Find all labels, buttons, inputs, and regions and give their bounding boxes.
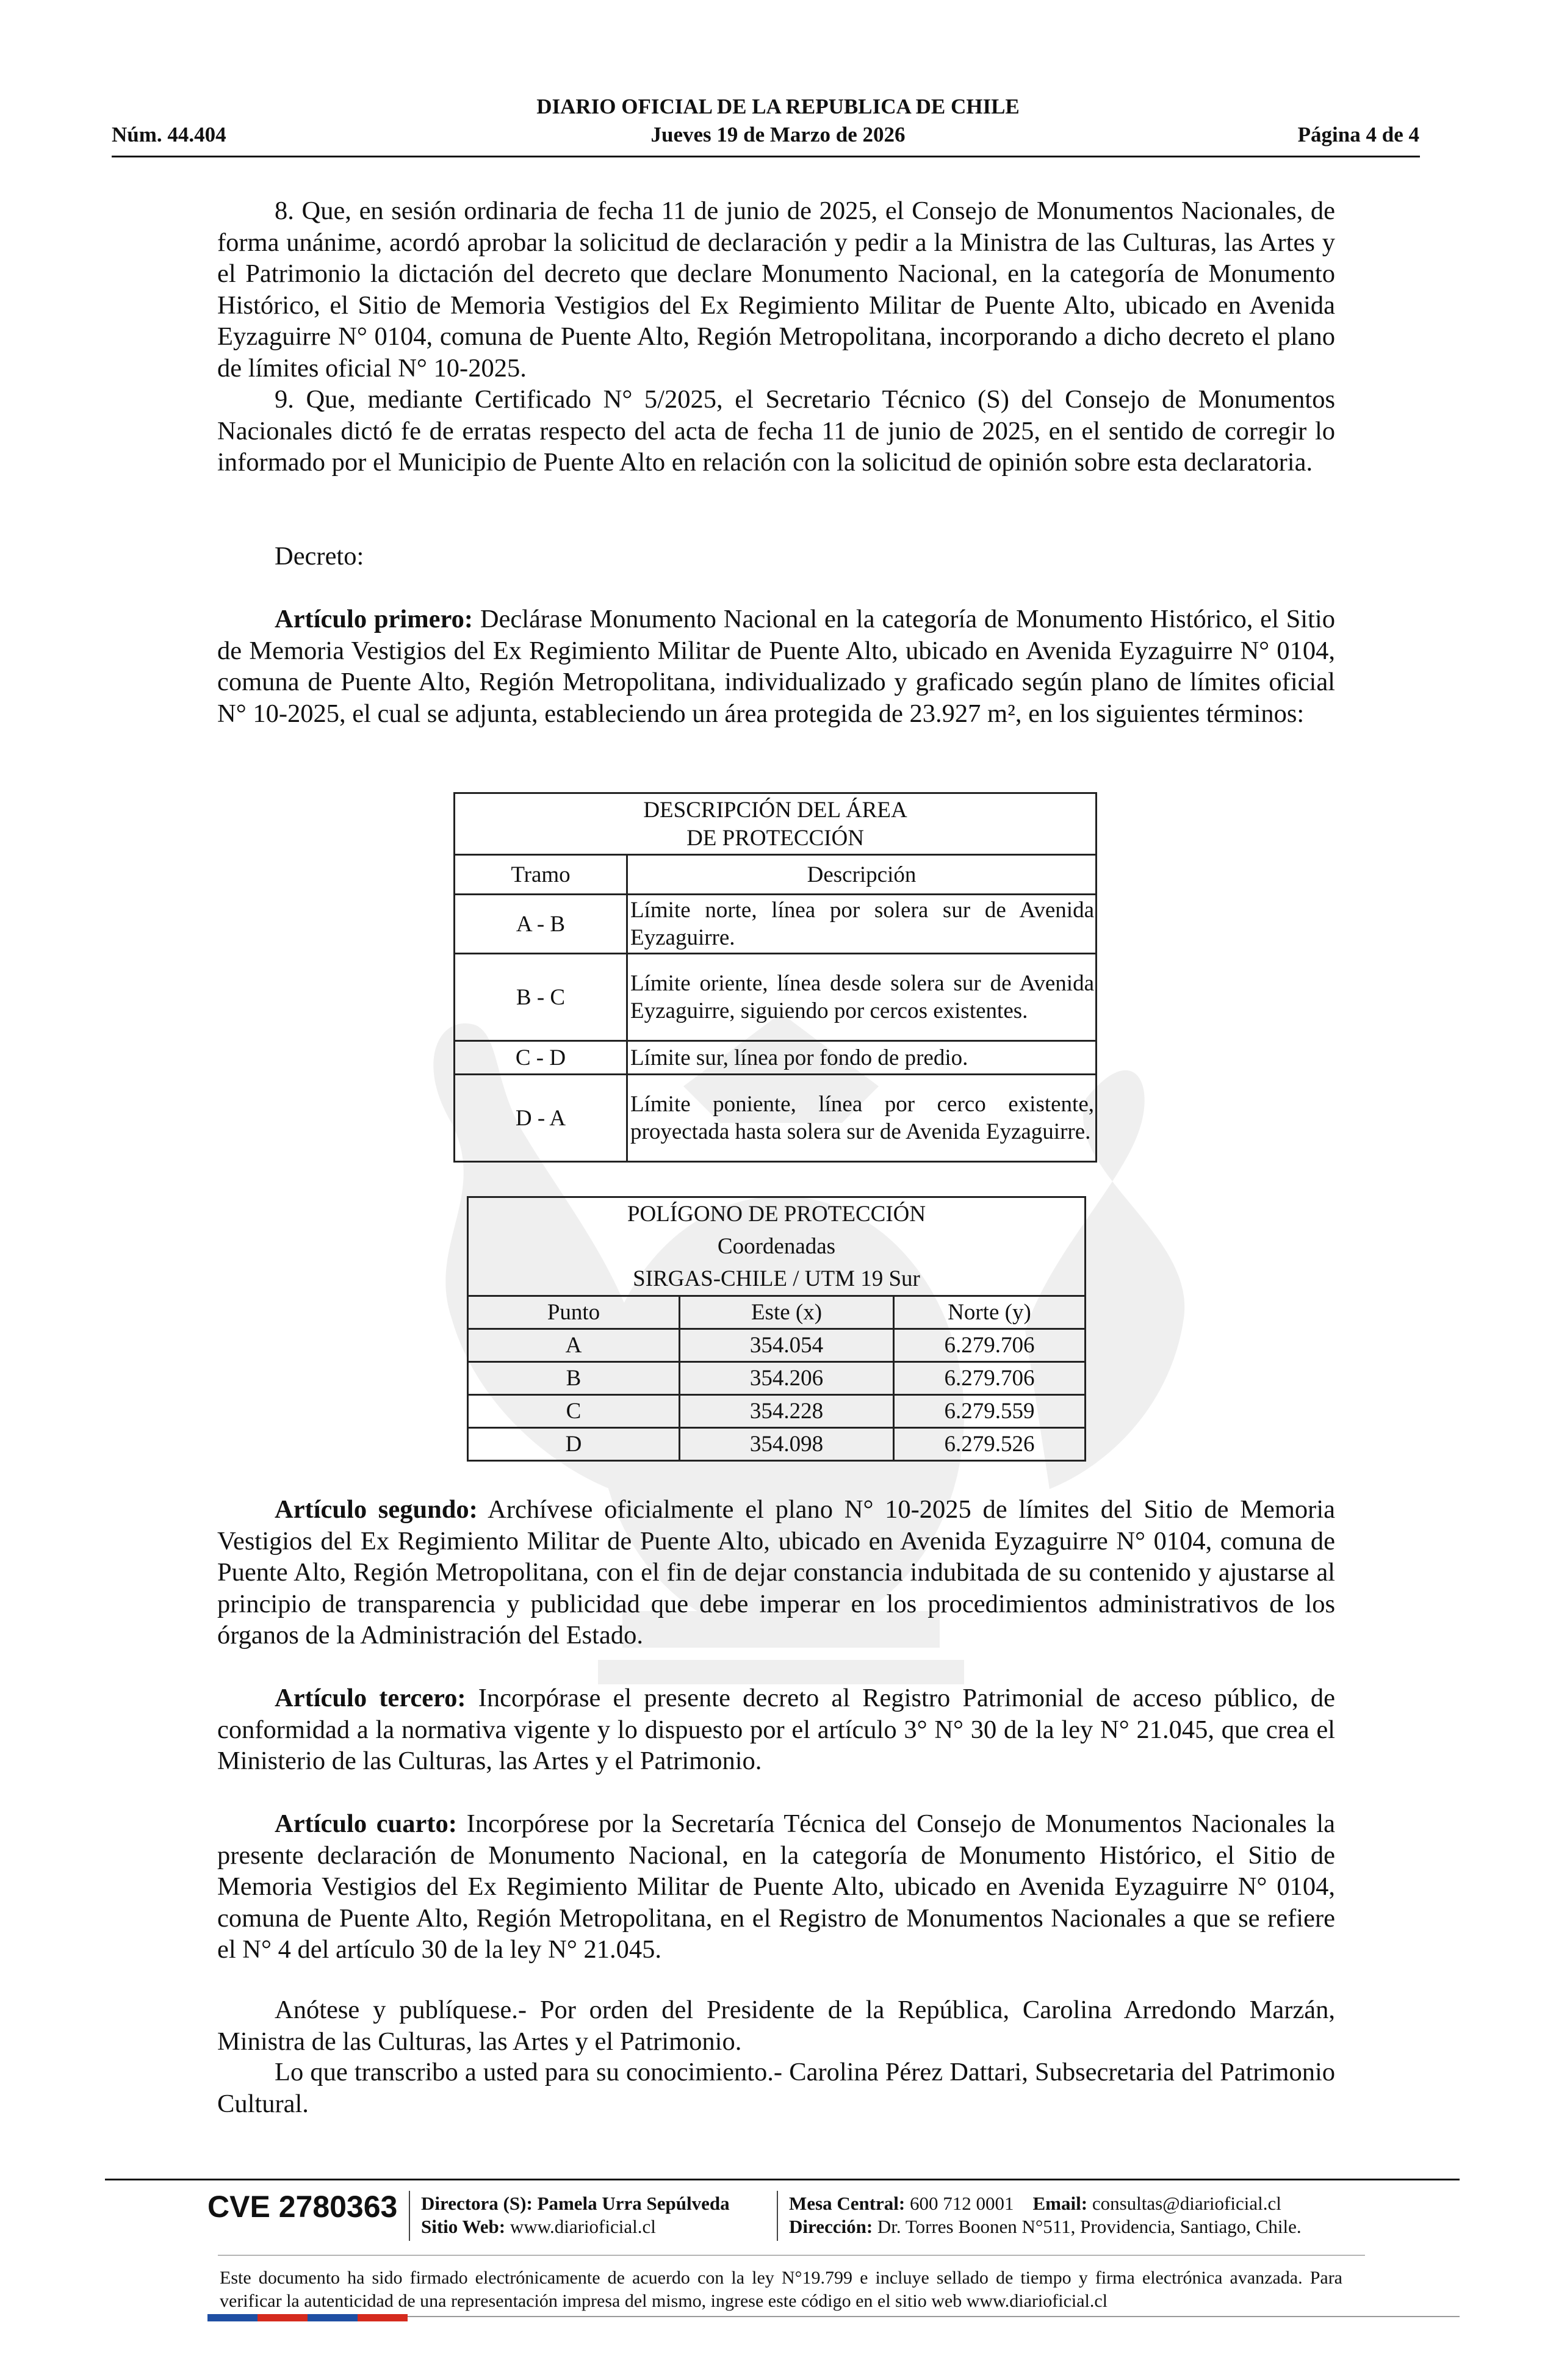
mesa-value: 600 712 0001: [905, 2193, 1014, 2214]
flag-stripe-blue: [207, 2314, 258, 2321]
flag-stripe-blue: [308, 2314, 358, 2321]
norte-cell: 6.279.559: [894, 1395, 1086, 1428]
closing-paragraph-1: Anótese y publíquese.- Por orden del Presidente de la República, Carolina Arredondo Marzán, Ministra de las Culturas, las Artes y el Patrimonio.: [217, 1996, 1335, 2056]
page-indicator: Página 4 de 4: [1297, 123, 1419, 146]
area-table-header-descripcion: Descripción: [627, 855, 1097, 895]
punto-cell: A: [468, 1329, 680, 1362]
area-table-caption-line1: DESCRIPCIÓN DEL ÁREA: [643, 798, 907, 823]
articulo-cuarto: [217, 1808, 1335, 1966]
punto-cell: B: [468, 1362, 680, 1395]
footer-separator: [777, 2191, 778, 2241]
poly-table-header-este: Este (x): [680, 1296, 894, 1329]
table-row: [455, 954, 1097, 1041]
descripcion-cell: Límite oriente, línea desde solera sur de Avenida Eyzaguirre, siguiendo por cercos existentes.: [627, 954, 1097, 1041]
email-link[interactable]: consultas@diarioficial.cl: [1087, 2193, 1281, 2214]
articulo-cuarto-label: Artículo cuarto:: [275, 1809, 457, 1838]
website-line: [421, 2215, 656, 2238]
poly-table-caption-line3: SIRGAS-CHILE / UTM 19 Sur: [633, 1266, 920, 1291]
area-table-header-tramo: Tramo: [455, 855, 627, 895]
paragraph-8: 8. Que, en sesión ordinaria de fecha 11 de junio de 2025, el Consejo de Monumentos Nacionales, de forma unánime, acordó aprobar la solicitud de declaración y pedir a la Ministra de las Culturas, las Artes y el Patrimonio la dictación del decreto que declare Monumento Nacional, en la categoría de Monumento Histórico, el Sitio de Memoria Vestigios del Ex Regimiento Militar de Puente Alto, ubicado en Avenida Eyzaguirre N° 0104, comuna de Puente Alto, Región Metropolitana, incorporando a dicho decreto el plano de límites oficial N° 10-2025.: [217, 197, 1335, 383]
address-value: Dr. Torres Boonen N°511, Providencia, Santiago, Chile.: [873, 2216, 1302, 2237]
polygon-coordinates-table: [467, 1196, 1086, 1462]
norte-cell: 6.279.706: [894, 1362, 1086, 1395]
articulo-segundo-text: Archívese oficialmente el plano N° 10-2025 de límites del Sitio de Memoria Vestigios del Ex Regimiento Militar de Puente Alto, ubicado en Avenida Eyzaguirre N° 0104, comuna de Puente Alto, Región Metropolitana, con el fin de dejar constancia indubitada de su contenido y ajustarse al principio de transparencia y publicidad que debe imperar en los procedimientos administrativos de los órganos de la Administración del Estado.: [217, 1495, 1336, 1650]
este-cell: 354.098: [680, 1428, 894, 1461]
este-cell: 354.206: [680, 1362, 894, 1395]
table-row: [468, 1395, 1086, 1428]
director-name: Pamela Urra Sepúlveda: [532, 2193, 730, 2214]
table-row: [468, 1362, 1086, 1395]
descripcion-cell: Límite poniente, línea por cerco existente, proyectada hasta solera sur de Avenida Eyzaguirre.: [627, 1075, 1097, 1162]
contact-line: [789, 2192, 1281, 2215]
website-link[interactable]: www.diarioficial.cl: [505, 2216, 656, 2237]
norte-cell: 6.279.706: [894, 1329, 1086, 1362]
address-line: [789, 2215, 1302, 2238]
header-rule: [112, 156, 1420, 157]
address-label: Dirección:: [789, 2216, 873, 2237]
tramo-cell: B - C: [455, 954, 627, 1041]
articulo-tercero: [217, 1682, 1335, 1777]
table-row: [455, 1075, 1097, 1162]
paragraph-9: 9. Que, mediante Certificado N° 5/2025, el Secretario Técnico (S) del Consejo de Monumentos Nacionales dictó fe de erratas respecto del acta de fecha 11 de junio de 2025, en el sentido de corregir lo informado por el Municipio de Puente Alto en relación con la solicitud de opinión sobre esta declaratoria.: [217, 385, 1335, 477]
articulo-primero-text: Declárase Monumento Nacional en la categoría de Monumento Histórico, el Sitio de Memoria Vestigios del Ex Regimiento Militar de Puente Alto, ubicado en Avenida Eyzaguirre N° 0104, comuna de Puente Alto, Región Metropolitana, individualizado y graficado según plano de límites oficial N° 10-2025, el cual se adjunta, estableciendo un área protegida de 23.927 m², en los siguientes términos:: [217, 605, 1335, 728]
issue-date: Jueves 19 de Marzo de 2026: [650, 123, 906, 146]
director-label: Directora (S):: [421, 2193, 533, 2214]
tramo-cell: C - D: [455, 1041, 627, 1075]
area-table-caption-line2: DE PROTECCIÓN: [686, 826, 864, 851]
website-label: Sitio Web:: [421, 2216, 506, 2237]
footer-rule: [105, 2179, 1460, 2180]
flag-stripe-red: [358, 2314, 408, 2321]
poly-table-caption-line1: POLÍGONO DE PROTECCIÓN: [627, 1202, 926, 1227]
articulo-primero: [217, 604, 1335, 729]
tramo-cell: A - B: [455, 895, 627, 954]
poly-table-header-punto: Punto: [468, 1296, 680, 1329]
flag-stripe-red: [258, 2314, 308, 2321]
newspaper-title: DIARIO OFICIAL DE LA REPUBLICA DE CHILE: [536, 95, 1020, 118]
decreto-heading: Decreto:: [275, 542, 364, 571]
mesa-label: Mesa Central:: [789, 2193, 906, 2214]
area-description-table: [453, 792, 1097, 1163]
articulo-tercero-label: Artículo tercero:: [275, 1684, 466, 1712]
footer-divider: [218, 2255, 1365, 2256]
este-cell: 354.054: [680, 1329, 894, 1362]
poly-table-caption-line2: Coordenadas: [717, 1234, 836, 1259]
articulo-segundo: [217, 1494, 1335, 1651]
punto-cell: C: [468, 1395, 680, 1428]
table-row: [455, 1041, 1097, 1075]
tramo-cell: D - A: [455, 1075, 627, 1162]
footer-separator: [409, 2191, 410, 2241]
descripcion-cell: Límite norte, línea por solera sur de Avenida Eyzaguirre.: [627, 895, 1097, 954]
email-label: Email:: [1032, 2193, 1088, 2214]
area-table-caption: [455, 793, 1097, 855]
articulo-primero-label: Artículo primero:: [275, 605, 473, 633]
poly-table-header-norte: Norte (y): [894, 1296, 1086, 1329]
closing-paragraph-2: Lo que transcribo a usted para su conocimiento.- Carolina Pérez Dattari, Subsecretaria del Patrimonio Cultural.: [217, 2058, 1335, 2118]
articulo-segundo-label: Artículo segundo:: [275, 1495, 478, 1524]
signature-note: Este documento ha sido firmado electrónicamente de acuerdo con la ley N°19.799 e incluye sellado de tiempo y firma electrónica avanzada. Para verificar la autenticidad de una representación impresa del mismo, ingrese este código en el sitio web www.diarioficial.cl: [220, 2268, 1342, 2311]
norte-cell: 6.279.526: [894, 1428, 1086, 1461]
descripcion-cell: Límite sur, línea por fondo de predio.: [627, 1041, 1097, 1075]
punto-cell: D: [468, 1428, 680, 1461]
este-cell: 354.228: [680, 1395, 894, 1428]
cve-code: CVE 2780363: [207, 2190, 398, 2224]
issue-number: Núm. 44.404: [112, 123, 226, 146]
table-row: [468, 1428, 1086, 1461]
poly-table-caption: [468, 1197, 1086, 1296]
table-row: [468, 1329, 1086, 1362]
articulo-tercero-text: Incorpórase el presente decreto al Registro Patrimonial de acceso público, de conformidad a la normativa vigente y lo dispuesto por el artículo 3° N° 30 de la ley N° 21.045, que crea el Ministerio de las Culturas, las Artes y el Patrimonio.: [217, 1684, 1335, 1775]
table-row: [455, 895, 1097, 954]
articulo-cuarto-text: Incorpórese por la Secretaría Técnica del Consejo de Monumentos Nacionales la presente declaración de Monumento Nacional, en la categoría de Monumento Histórico, el Sitio de Memoria Vestigios del Ex Regimiento Militar de Puente Alto, ubicado en Avenida Eyzaguirre N° 0104, comuna de Puente Alto, Región Metropolitana, en el Registro de Monumentos Nacionales a que se refiere el N° 4 del artículo 30 de la ley N° 21.045.: [217, 1809, 1335, 1964]
director-line: [421, 2192, 730, 2215]
